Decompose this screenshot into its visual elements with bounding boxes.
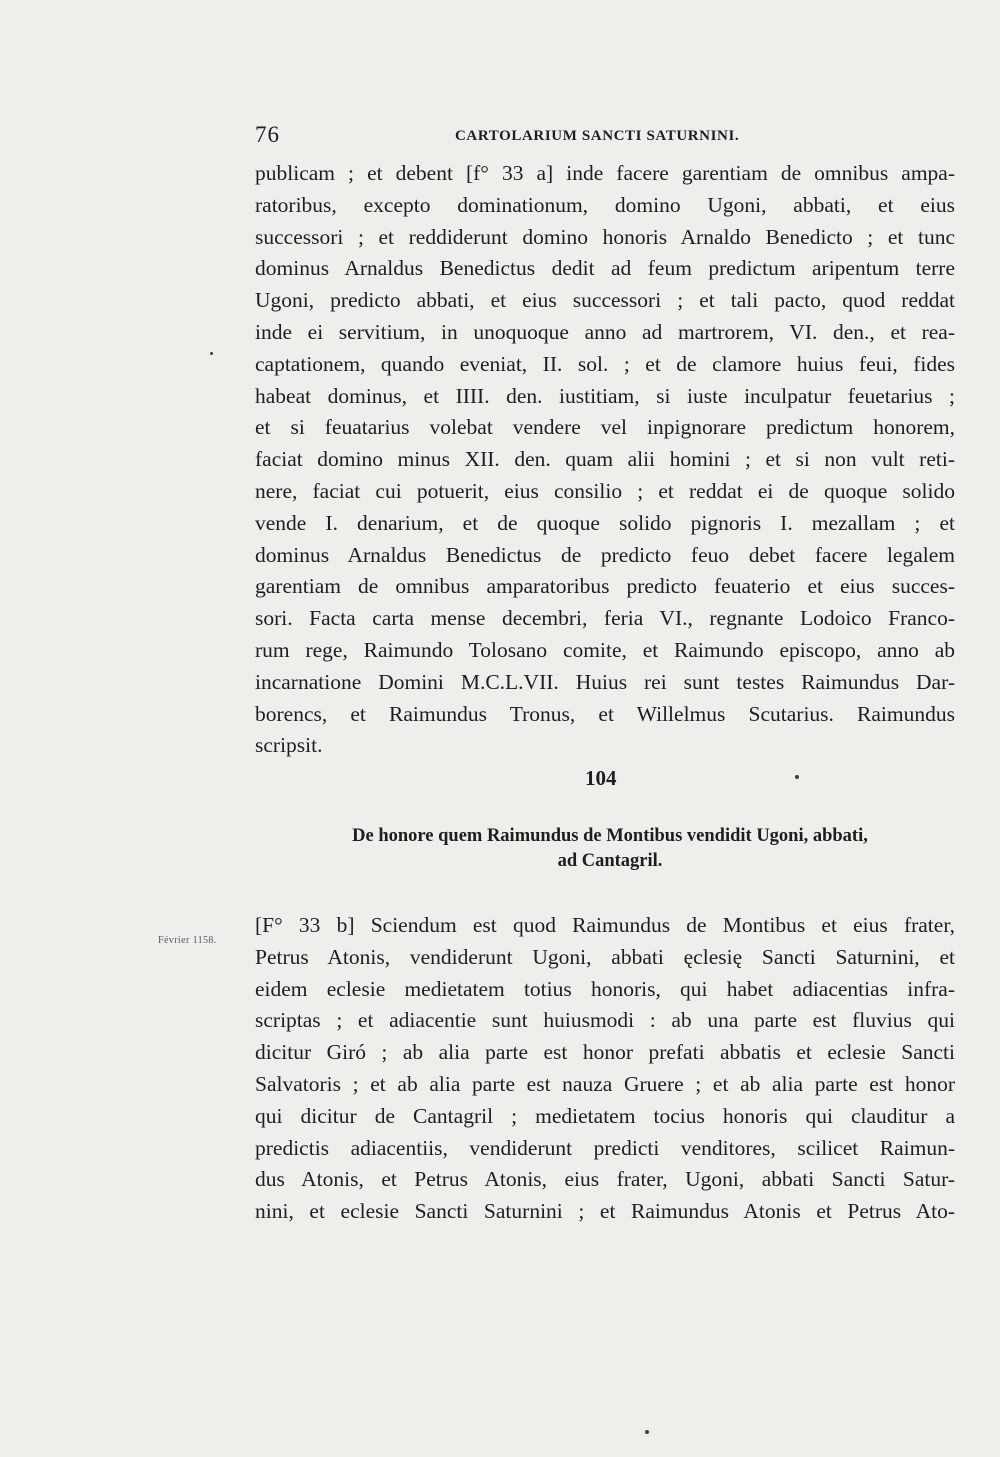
running-title: CARTOLARIUM SANCTI SATURNINI. (455, 128, 740, 144)
text-line: predictis adiacentiis, vendiderunt predicti venditores, scilicet Raimun- (255, 1135, 955, 1160)
text-line: dus Atonis, et Petrus Atonis, eius frater, Ugoni, abbati Sancti Satur- (255, 1167, 955, 1192)
text-line: garentiam de omnibus amparatoribus predicto feuaterio et eius succes- (255, 574, 955, 599)
text-line: inde ei servitium, in unoquoque anno ad martrorem, VI. den., et rea- (255, 319, 955, 344)
text-line: successori ; et reddiderunt domino honoris Arnaldo Benedicto ; et tunc (255, 224, 955, 249)
charter-rubric (240, 824, 980, 874)
rubric-line: ad Cantagril. (557, 851, 663, 871)
text-line: qui dicitur de Cantagril ; medietatem tocius honoris qui clauditur a (255, 1103, 955, 1128)
text-line: nere, faciat cui potuerit, eius consilio ; et reddat ei de quoque solido (255, 478, 955, 503)
continuation-text (255, 158, 955, 762)
text-line: dominus Arnaldus Benedictus de predicto feuo debet facere legalem (255, 542, 955, 567)
running-head (255, 122, 955, 152)
ink-speck (645, 1430, 649, 1434)
text-line: scripsit. (255, 733, 323, 758)
text-line: Petrus Atonis, vendiderunt Ugoni, abbati ęclesię Sancti Saturnini, et (255, 944, 955, 969)
text-line: publicam ; et debent [f° 33 a] inde facere garentiam de omnibus ampa- (255, 161, 955, 185)
text-line: dominus Arnaldus Benedictus dedit ad feum predictum aripentum terre (255, 256, 955, 281)
text-line: incarnatione Domini M.C.L.VII. Huius rei sunt testes Raimundus Dar- (255, 669, 955, 694)
text-line: captationem, quando eveniat, II. sol. ; et de clamore huius feui, fides (255, 351, 955, 376)
text-line: scriptas ; et adiacentie sunt huiusmodi : ab una parte est fluvius qui (255, 1008, 955, 1033)
rubric-line: De honore quem Raimundus de Montibus vendidit Ugoni, abbati, (352, 826, 868, 846)
text-line: rum rege, Raimundo Tolosano comite, et Raimundo episcopo, anno ab (255, 637, 955, 662)
ink-speck (795, 775, 799, 779)
text-line: habeat dominus, et IIII. den. iustitiam, si iuste inculpatur feuetarius ; (255, 383, 955, 408)
charter-number: 104 (585, 766, 617, 790)
text-line: Ugoni, predicto abbati, et eius successori ; et tali pacto, quod reddat (255, 288, 955, 313)
charter-text (255, 910, 955, 1228)
text-line: nini, et eclesie Sancti Saturnini ; et Raimundus Atonis et Petrus Ato- (255, 1199, 955, 1224)
text-line: faciat domino minus XII. den. quam alii homini ; et si non vult reti- (255, 447, 955, 472)
text-line: [F° 33 b] Sciendum est quod Raimundus de Montibus et eius frater, (255, 913, 955, 937)
text-line: dicitur Giró ; ab alia parte est honor prefati abbatis et eclesie Sancti (255, 1040, 955, 1065)
text-line: ratoribus, excepto dominationum, domino Ugoni, abbati, et eius (255, 192, 955, 217)
text-line: borencs, et Raimundus Tronus, et Willelmus Scutarius. Raimundus (255, 701, 955, 726)
text-line: vende I. denarium, et de quoque solido pignoris I. mezallam ; et (255, 510, 955, 535)
page-number: 76 (255, 122, 280, 147)
text-line: et si feuatarius volebat vendere vel inpignorare predictum honorem, (255, 415, 955, 440)
margin-date: Février 1158. (158, 935, 217, 946)
text-line: eidem eclesie medietatem totius honoris, qui habet adiacentias infra- (255, 976, 955, 1001)
ink-speck (210, 352, 213, 355)
text-line: sori. Facta carta mense decembri, feria VI., regnante Lodoico Franco- (255, 606, 955, 631)
text-line: Salvatoris ; et ab alia parte est nauza Gruere ; et ab alia parte est honor (255, 1071, 955, 1096)
